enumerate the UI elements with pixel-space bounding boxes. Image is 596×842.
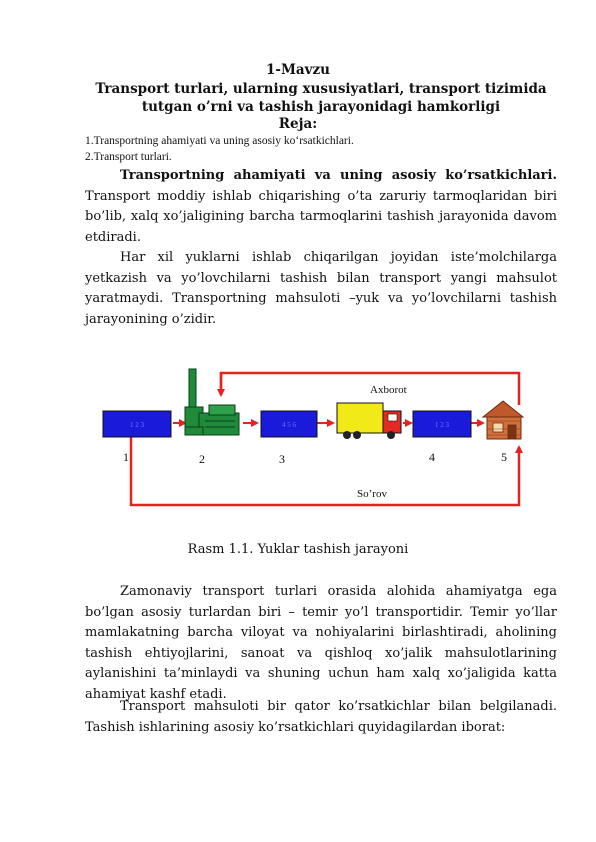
request-label: So’rov	[357, 488, 387, 500]
diagram-number-1: 1	[123, 450, 129, 464]
producer-block-label: 1 2 3	[130, 421, 144, 429]
paragraph-3	[85, 582, 557, 705]
request-flow-arrow	[131, 433, 519, 505]
paragraph-4	[85, 697, 557, 738]
cargo-process-diagram	[85, 355, 545, 525]
plan-item-2: 2.Transport turlari.	[85, 151, 172, 163]
document-title: Transport turlari, ularning xususiyatlari, transport tizimida tutgan o’rni va tashish jarayonidagi hamkorligi	[95, 81, 547, 115]
plan-item-1: 1.Transportning ahamiyati va uning asosiy ko‘rsatkichlari.	[85, 135, 354, 147]
plan-label: Reja:	[278, 116, 318, 132]
diagram-number-2: 2	[199, 452, 205, 466]
transport-block-label: 4 5 6	[282, 421, 296, 429]
diagram-number-5: 5	[501, 450, 507, 464]
figure-caption: Rasm 1.1. Yuklar tashish jarayoni	[187, 542, 409, 557]
paragraph-2-text: Har xil yuklarni ishlab chiqarilgan joyidan iste’molchilarga yetkazish va yo’lovchilarni tashish bilan transport yangi mahsulot yaratmaydi. Transportning mahsuloti –yuk va yo’lovchilarni tashish jarayonining o’zidir.	[85, 250, 557, 327]
consumer-warehouse-block-label: 1 2 3	[435, 421, 449, 429]
factory-icon	[185, 369, 239, 435]
diagram-number-4: 4	[429, 450, 435, 464]
paragraph-3-text: Zamonaviy transport turlari orasida alohida ahamiyatga ega bo’lgan asosiy turlardan biri – temir yo’l transportidir. Temir yo’llar mamlakatning barcha viloyat va nohiyalarini birlashtiradi, aholining tashish ehtiyojlarini, sanoat va qishloq xo’jalik mahsulotlarining aylanishini ta’minlaydi va shuning uchun ham xalq xo’jaligida katta ahamiyat kashf etadi.	[85, 584, 557, 702]
paragraph-4-text: Transport mahsuloti bir qator ko’rsatkichlar bilan belgilanadi. Tashish ishlarining asosiy ko’rsatkichlari quyidagilardan iborat:	[85, 699, 557, 735]
house-icon	[483, 401, 523, 439]
paragraph-2	[85, 248, 557, 330]
information-label: Axborot	[370, 384, 407, 396]
section1-paragraph	[85, 166, 557, 248]
diagram-number-3: 3	[279, 452, 285, 466]
section1-text: Transport moddiy ishlab chiqarishing o’ta zaruriy tarmoqlaridan biri bo’lib, xalq xo’jaligining barcha tarmoqlarini tashish jarayonida davom etdiradi.	[85, 188, 557, 245]
truck-icon	[337, 403, 401, 439]
section1-bold-lead: Transportning ahamiyati va uning asosiy ko’rsatkichlari.	[120, 168, 557, 183]
topic-heading: 1-Mavzu	[265, 62, 330, 78]
